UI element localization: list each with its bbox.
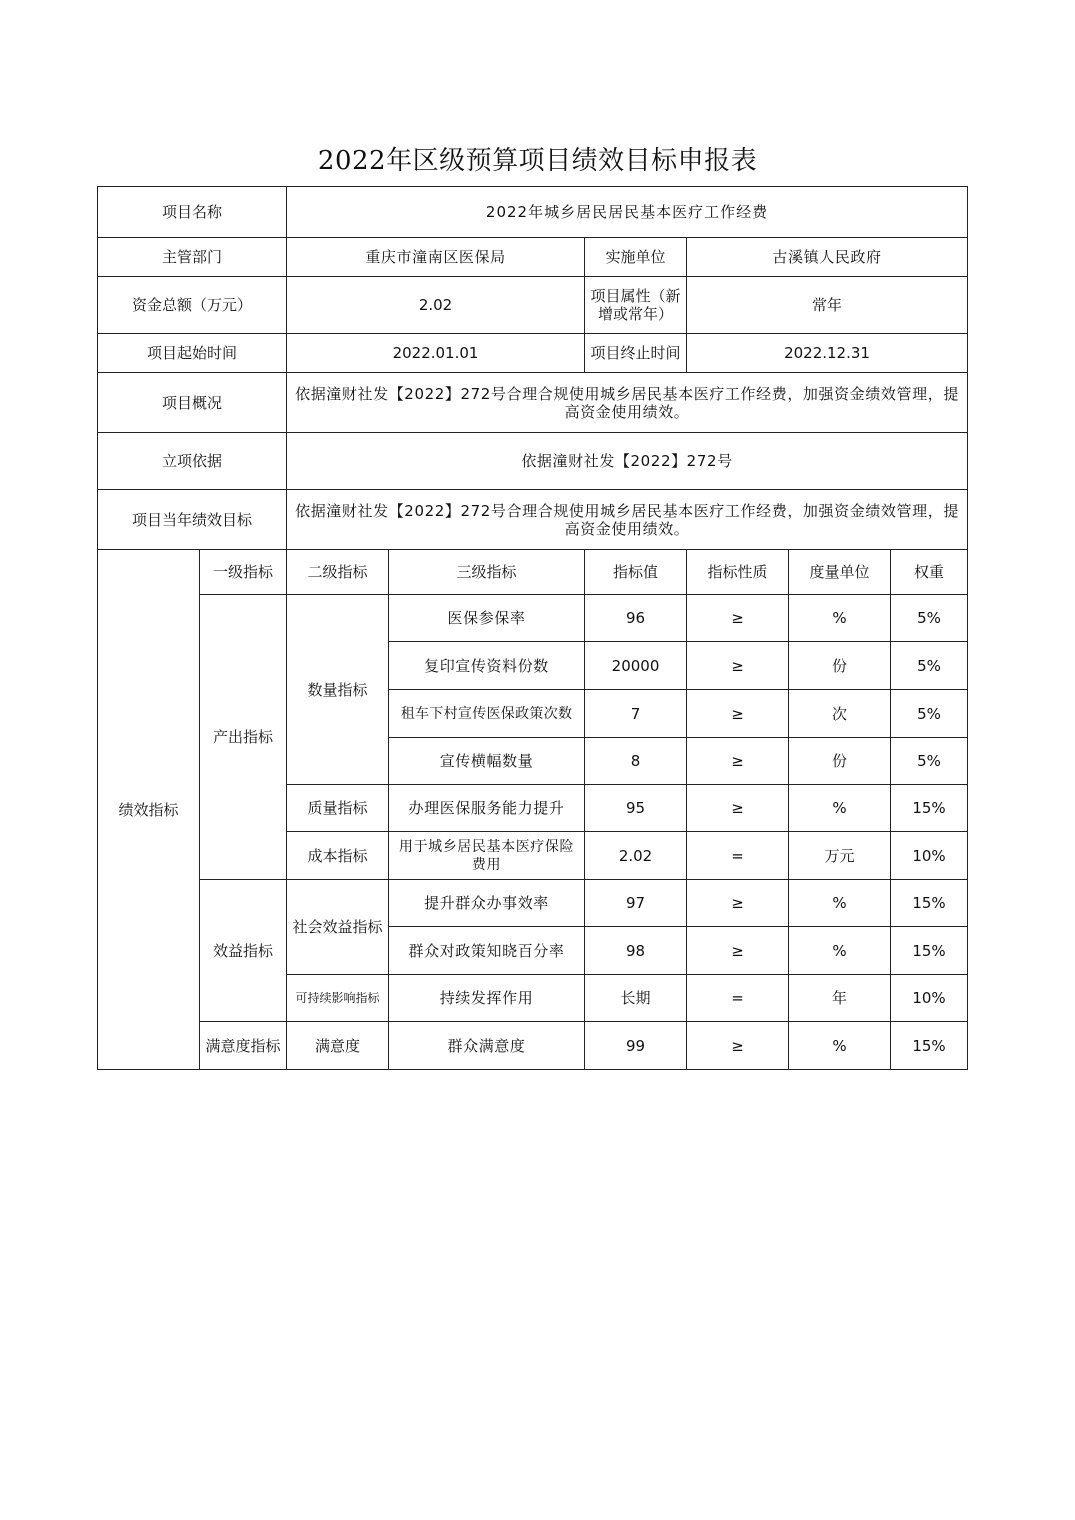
indicator-nature: ≥ [687,927,789,975]
indicator-nature: ≥ [687,785,789,832]
overview-label: 项目概况 [98,373,287,433]
indicator-unit: % [789,595,891,642]
indicator-name: 医保参保率 [389,595,585,642]
goal-value: 依据潼财社发【2022】272号合理合规使用城乡居民基本医疗工作经费，加强资金绩效管理，提高资金使用绩效。 [287,490,968,550]
indicator-unit: 万元 [789,832,891,880]
level2-quantity: 数量指标 [287,595,389,785]
indicator-value: 7 [585,690,687,738]
indicator-name: 办理医保服务能力提升 [389,785,585,832]
performance-goal-table [97,186,968,1070]
header-level1: 一级指标 [200,550,287,595]
basis-value: 依据潼财社发【2022】272号 [287,433,968,490]
row-project-name [98,187,968,238]
header-level2: 二级指标 [287,550,389,595]
goal-label: 项目当年绩效目标 [98,490,287,550]
impl-label: 实施单位 [585,238,687,277]
indicator-name: 用于城乡居民基本医疗保险费用 [389,832,585,880]
header-level3: 三级指标 [389,550,585,595]
attr-label: 项目属性（新增或常年） [585,277,687,334]
perf-header-row [98,550,968,595]
header-nature: 指标性质 [687,550,789,595]
page-title: 2022年区级预算项目绩效目标申报表 [317,146,758,176]
row-overview [98,373,968,433]
level1-output: 产出指标 [200,595,287,880]
indicator-weight: 5% [891,595,968,642]
indicator-value: 长期 [585,975,687,1022]
indicator-name: 租车下村宣传医保政策次数 [389,690,585,738]
header-unit: 度量单位 [789,550,891,595]
indicator-nature: = [687,832,789,880]
indicator-value: 2.02 [585,832,687,880]
indicator-weight: 5% [891,642,968,690]
indicator-name: 群众满意度 [389,1022,585,1070]
indicator-weight: 15% [891,785,968,832]
indicator-unit: 份 [789,738,891,785]
header-value: 指标值 [585,550,687,595]
indicator-weight: 15% [891,880,968,927]
dept-value: 重庆市潼南区医保局 [287,238,585,277]
basis-label: 立项依据 [98,433,287,490]
indicator-unit: % [789,927,891,975]
indicator-name: 群众对政策知晓百分率 [389,927,585,975]
level1-benefit: 效益指标 [200,880,287,1022]
indicator-unit: 份 [789,642,891,690]
indicator-value: 20000 [585,642,687,690]
start-value: 2022.01.01 [287,334,585,373]
perf-section-label: 绩效指标 [98,550,200,1070]
level2-cost: 成本指标 [287,832,389,880]
row-basis [98,433,968,490]
indicator-unit: % [789,1022,891,1070]
indicator-weight: 15% [891,1022,968,1070]
end-label: 项目终止时间 [585,334,687,373]
dept-label: 主管部门 [98,238,287,277]
indicator-weight: 15% [891,927,968,975]
indicator-value: 99 [585,1022,687,1070]
indicator-weight: 10% [891,832,968,880]
indicator-name: 持续发挥作用 [389,975,585,1022]
indicator-value: 95 [585,785,687,832]
indicator-unit: 年 [789,975,891,1022]
indicator-nature: ≥ [687,595,789,642]
table-row [98,1022,968,1070]
indicator-value: 8 [585,738,687,785]
indicator-name: 提升群众办事效率 [389,880,585,927]
row-department [98,238,968,277]
indicator-unit: % [789,785,891,832]
indicator-weight: 5% [891,690,968,738]
start-label: 项目起始时间 [98,334,287,373]
project-name-label: 项目名称 [98,187,287,238]
row-fund [98,277,968,334]
header-weight: 权重 [891,550,968,595]
fund-label: 资金总额（万元） [98,277,287,334]
overview-value: 依据潼财社发【2022】272号合理合规使用城乡居民基本医疗工作经费，加强资金绩效管理，提高资金使用绩效。 [287,373,968,433]
indicator-nature: ≥ [687,880,789,927]
level2-sustainable-impact: 可持续影响指标 [287,975,389,1022]
impl-value: 古溪镇人民政府 [687,238,968,277]
indicator-nature: ≥ [687,690,789,738]
attr-value: 常年 [687,277,968,334]
indicator-name: 宣传横幅数量 [389,738,585,785]
end-value: 2022.12.31 [687,334,968,373]
indicator-value: 98 [585,927,687,975]
row-annual-goal [98,490,968,550]
table-row [98,880,968,927]
indicator-value: 97 [585,880,687,927]
indicator-nature: ≥ [687,738,789,785]
indicator-weight: 5% [891,738,968,785]
indicator-weight: 10% [891,975,968,1022]
fund-value: 2.02 [287,277,585,334]
level2-quality: 质量指标 [287,785,389,832]
indicator-nature: ≥ [687,642,789,690]
indicator-nature: ≥ [687,1022,789,1070]
indicator-unit: 次 [789,690,891,738]
indicator-nature: = [687,975,789,1022]
level2-social-benefit: 社会效益指标 [287,880,389,975]
table-row [98,595,968,642]
level2-satisfaction: 满意度 [287,1022,389,1070]
indicator-unit: % [789,880,891,927]
project-name-value: 2022年城乡居民居民基本医疗工作经费 [287,187,968,238]
indicator-value: 96 [585,595,687,642]
row-period [98,334,968,373]
level1-satisfaction: 满意度指标 [200,1022,287,1070]
indicator-name: 复印宣传资料份数 [389,642,585,690]
